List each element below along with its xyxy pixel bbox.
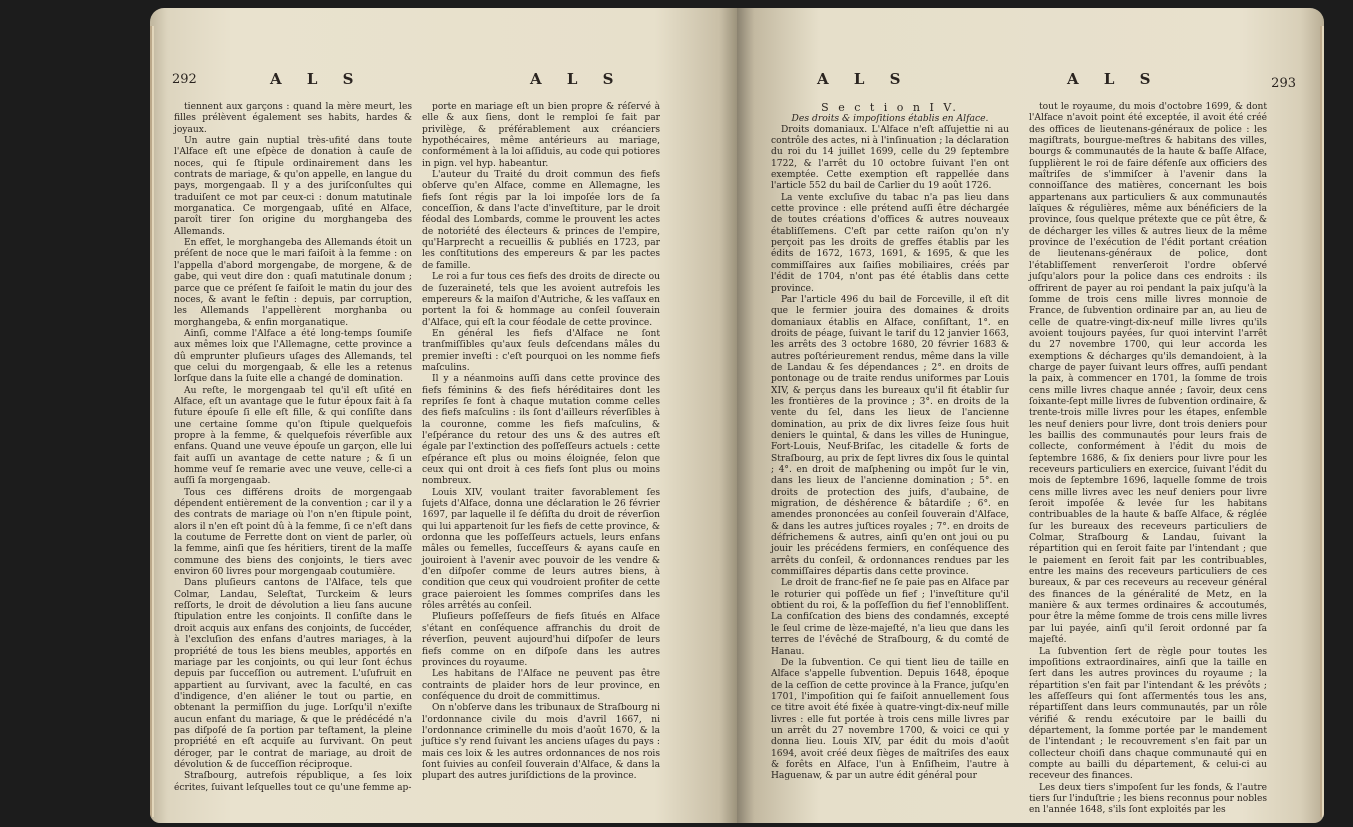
paragraph: Le droit de franc-fief ne ſe paie pas en Alface par le roturier qui poſſède un fief ; l'inveſtiture qu'il obtient du roi, & la poſſeſſion du fief l'ennobliſſent. La confiſcation des biens des condamnés, excepté le ſeul crime de lèze-majeſté, n'a lieu que dans les terres de l'évêché de Straſbourg, & du comté de Hanau.	[771, 578, 1009, 657]
left-page-column-1	[174, 102, 412, 794]
paragraph: Un autre gain nuptial très-ufité dans toute l'Alface eſt une eſpèce de donation à cauſe de noces, qui ſe ſtipule ordinairement dans les contrats de mariage, & qu'on appelle, en langue du pays, morgengaab. Il y a des juriſconſultes qui traduiſent ce mot par ceux-ci : donum matutinale morganatica. Ce morgengaab, uſité en Alface, paroît tirer ſon origine du morghangeba des Allemands.	[174, 136, 412, 237]
right-page-column-1	[771, 102, 1009, 783]
section-subtitle: Des droits & impoſitions établis en Alface.	[791, 113, 989, 125]
page-number-left: 292	[172, 72, 197, 87]
right-page	[737, 8, 1324, 823]
right-page-column-2	[1029, 102, 1267, 817]
paragraph: Il y a néanmoins auſſi dans cette province des fiefs féminins & des fiefs héréditaires dont les repriſes ſe font à chaque mutation comme celles des fiefs maſculins : ils ſont d'ailleurs réverſibles à la couronne, comme les fiefs maſculins, & l'eſpérance du retour des uns & des autres eſt égale par l'extinction des poſſeſſeurs actuels : cette eſpérance eſt plus ou moins éloignée, ſelon que ceux qui ont droit à ces fiefs ſont plus ou moins nombreux.	[422, 374, 660, 487]
paragraph: porte en mariage eſt un bien propre & réſervé à elle & aux ſiens, dont le remploi ſe fait par privilège, & préférablement aux créanciers hypothécaires, même antérieurs au mariage, conformément à la loi aſſiduis, au code qui potiores in pign. vel hyp. habeantur.	[422, 102, 660, 169]
paragraph: La ſubvention ſert de règle pour toutes les impoſitions extraordinaires, ainſi que la taille en ſert dans les autres provinces du royaume ; la répartition s'en fait par l'intendant & les prévôts ; les aſſeſſeurs qui ſont aſſermentés tous les ans, répartiſſent dans leurs communautés, par un rôle vérifié & rendu exécutoire par le bailli du département, la ſomme portée par le mandement de l'intendant ; le recouvrement s'en fait par un collecteur choiſi dans chaque communauté qui en compte au bailli du département, & celui-ci au receveur des finances.	[1029, 646, 1267, 782]
paragraph: Pluſieurs poſſeſſeurs de fiefs ſitués en Alface s'étant en conſéquence affranchis du droit de réverſion, peuvent aujourd'hui diſpoſer de leurs fiefs comme on en diſpoſe dans les autres provinces du royaume.	[422, 612, 660, 668]
paragraph: Le roi a fur tous ces fiefs des droits de directe ou de ſuzeraineté, tels que les avoient autrefois les empereurs & la maiſon d'Autriche, & les vaſſaux en portent la foi & hommage au conſeil ſouverain d'Alface, qui eſt la cour féodale de cette province.	[422, 272, 660, 328]
running-head-right-col2: A L S	[1067, 70, 1161, 88]
paragraph: Dans pluſieurs cantons de l'Alface, tels que Colmar, Landau, Seleſtat, Turckeim & leurs reſſorts, le droit de dévolution a lieu ſans aucune ſtipulation entre les conjoints. Il conſiſte dans le droit acquis aux enfans des conjoints, de ſuccéder, à l'excluſion des enfans d'autres mariages, à la propriété de tous les biens meubles, apportés en mariage par les conjoints, ou qui leur ſont échus depuis par ſucceſſion ou autrement. L'uſufruit en appartient au ſurvivant, avec la faculté, en cas d'indigence, d'en aliéner le tout ou partie, en obtenant la permiſſion du juge. Lorſqu'il n'exiſte aucun enfant du mariage, & que le prédécédé n'a pas diſpoſé de ſa portion par teſtament, la pleine propriété en eſt acquiſe au ſurvivant. On peut déroger, par le contrat de mariage, au droit de dévolution & de ſucceſſion réciproque.	[174, 578, 412, 770]
paragraph: On n'obſerve dans les tribunaux de Straſbourg ni l'ordonnance civile du mois d'avril 1667, ni l'ordonnance criminelle du mois d'août 1670, & la juſtice s'y rend ſuivant les anciens uſages du pays : mais ces loix & les autres ordonnances de nos rois ſont ſuivies au conſeil ſouverain d'Alface, & dans la plupart des autres juriſdictions de la province.	[422, 703, 660, 782]
paragraph: Au reſte, le morgengaab tel qu'il eſt uſité en Alface, eſt un avantage que le futur époux fait à ſa future épouſe ſi elle eſt fille, & qui conſiſte dans une certaine ſomme qu'on ſtipule quelquefois propre à la femme, & quelquefois réverſible aux enfans. Quand une veuve épouſe un garçon, elle lui fait auſſi un avantage de cette nature ; & ſi un homme veuf ſe remarie avec une veuve, celle-ci a auſſi ſa morgengaab.	[174, 385, 412, 487]
paragraph: L'auteur du Traité du droit commun des fiefs obſerve qu'en Alface, comme en Allemagne, les fiefs ſont régis par la loi impoſée lors de ſa conceſſion, & dans l'acte d'inveſtiture, par le droit féodal des Lombards, comme le prouvent les actes de notoriété des électeurs & princes de l'empire, qu'Harprecht a recueillis & publiés en 1723, par les conſtitutions des empereurs & par les pactes de famille.	[422, 170, 660, 271]
paragraph: tout le royaume, du mois d'octobre 1699, & dont l'Alface n'avoit point été exceptée, il avoit été créé des offices de lieutenans-généraux de police : les magiſtrats, bourgue-meſtres & habitans des villes, bourgs & communautés de la haute & baſſe Alface, ſupplièrent le roi de faire défenſe aux officiers des maîtriſes de s'immiſcer à l'avenir dans la connoiſſance des matières, concernant les bois appartenans aux particuliers & aux communautés laïques & régulières, même aux bénéficiers de la province, ſous quelque prétexte que ce pût être, & de décharger les villes & autres lieux de la même province de l'exécution de l'édit portant création de lieutenans-généraux de police, dont l'établiſſement renverſeroit l'ordre obſervé juſqu'alors pour la police dans ces endroits : ils offrirent de payer au roi pendant la paix juſqu'à la ſomme de trois cens mille livres monnoie de France, de ſubvention ordinaire par an, au lieu de celle de quatre-vingt-dix-neuf mille livres qu'ils avoient toujours payées, ſur quoi intervint l'arrêt du 27 novembre 1700, qui leur accorda les exemptions & décharges qu'ils demandoient, à la charge de payer ſuivant leurs offres, auſſi pendant la paix, à commencer en 1701, la ſomme de trois cens mille livres chaque année ; ſavoir, deux cens ſoixante-ſept mille livres de ſubvention ordinaire, & trente-trois mille livres pour les étapes, enſemble les neuf deniers pour livre, dont trois deniers pour les baillis des communautés pour leurs frais de collecte, conformément à l'édit du mois de ſeptembre 1686, & ſix deniers pour livre pour les receveurs particuliers en exercice, ſuivant l'édit du mois de ſeptembre 1696, laquelle ſomme de trois cens mille livres avec les neuf deniers pour livre ſeroit impoſée & levée ſur les habitans contribuables de la haute & baſſe Alface, & réglée ſur les bureaux des receveurs particuliers de Colmar, Straſbourg & Landau, ſuivant la répartition qui en ſeroit faite par l'intendant ; que le paiement en ſeroit fait par les contribuables, entre les mains des receveurs particuliers de ces bureaux, & par ces receveurs au receveur général des finances de la généralité de Metz, en la manière & aux termes ordinaires & accoutumés, pour être la même ſomme de trois cens mille livres par lui payée, ainſi qu'il ſeroit ordonné par ſa majeſté.	[1029, 102, 1267, 646]
paragraph: tiennent aux garçons : quand la mère meurt, les filles prélèvent également ses habits, hardes & joyaux.	[174, 102, 412, 135]
paragraph: Tous ces différens droits de morgengaab dépendent entièrement de la convention ; car il y a des contrats de mariage où l'on n'en ſtipule point, alors il n'en eſt point dû à la femme, ſi ce n'eſt dans la coutume de Ferrette dont on vient de parler, où la femme, ainſi que ſes héritiers, tirent de la maſſe commune des biens des conjoints, le tiers avec environ 60 livres pour morgengaab coutumière.	[174, 487, 413, 578]
paragraph: En effet, le morghangeba des Allemands étoit un préſent de noce que le mari faiſoit à la femme : on l'appella d'abord morgengabe, de morgene, & de gabe, qui veut dire don : quaſi matutinale donum ; parce que ce préſent ſe faiſoit le matin du jour des noces, & avant le feſtin : depuis, par corruption, les Allemands l'appellèrent morghanba ou morghangeba, & enfin morganatique.	[174, 238, 412, 328]
paragraph: Louis XIV, voulant traiter favorablement ſes ſujets d'Alface, donna une déclaration le 26 février 1697, par laquelle il ſe déſiſta du droit de réverſion qui lui appartenoit ſur les fiefs de cette province, & ordonna que les poſſeſſeurs actuels, leurs enfans mâles ou femelles, ſucceſſeurs & ayans cauſe en jouiroient à l'avenir avec pouvoir de les vendre & d'en diſpoſer comme de leurs autres biens, à condition que ceux qui voudroient profiter de cette grace paieroient les ſommes compriſes dans les rôles arrêtés au conſeil.	[422, 487, 660, 612]
left-page-header	[150, 70, 737, 100]
running-head-left-col2: A L S	[530, 70, 624, 88]
running-head-left-col1: A L S	[270, 70, 364, 88]
page-number-right: 293	[1271, 76, 1296, 91]
section-title: S e c t i o n I V.	[821, 101, 959, 114]
paragraph: Droits domaniaux. L'Alface n'eſt aſſujettie ni au contrôle des actes, ni à l'inſinuation ; la déclaration du roi du 14 juillet 1699, celle du 29 ſeptembre 1722, & l'arrêt du 10 octobre ſuivant l'en ont exemptée. Cette exemption eſt rappellée dans l'article 552 du bail de Carlier du 19 août 1726.	[771, 124, 1009, 192]
paragraph: Les deux tiers s'impoſent ſur les fonds, & l'autre tiers ſur l'induſtrie ; les biens reconnus pour nobles en l'année 1648, s'ils ſont exploités par les	[1029, 782, 1267, 816]
left-page-column-2	[422, 102, 660, 783]
left-page	[150, 8, 737, 823]
running-head-right-col1: A L S	[817, 70, 911, 88]
paragraph: Par l'article 496 du bail de Forceville, il eſt dit que le fermier jouira des domaines & droits domaniaux établis en Alface, conſiſtant, 1°. en droits de péage, ſuivant le tarif du 12 janvier 1663, les arrêts des 3 octobre 1680, 20 février 1683 & autres poſtérieurement rendus, même dans la ville de Landau & ſes dépendances ; 2°. en droits de pontonage ou de traite rendus uniformes par Louis XIV, & perçus dans les bureaux qu'il fit établir ſur les frontières de la province ; 3°. en droits de la vente du ſel, dans les lieux de l'ancienne domination, au prix de dix livres ſeize ſous huit deniers le quintal, & dans les villes de Huningue, Fort-Louis, Neuf-Briſac, les citadelle & forts de Straſbourg, au prix de ſept livres dix ſous le quintal ; 4°. en droit de maſphening ou impôt ſur le vin, dans les lieux de l'ancienne domination ; 5°. en droits de protection des juifs, d'aubaine, de migration, de déshérence & bâtardiſe ; 6°. en amendes prononcées au conſeil ſouverain d'Alface, & dans les autres juſtices royales ; 7°. en droits de défrichemens & autres, ainſi qu'en ont joui ou pu jouir les précédens fermiers, en conſéquence des arrêts du conſeil, & ordonnances rendues par les commiſſaires départis dans cette province.	[771, 294, 1009, 578]
paragraph: Les habitans de l'Alface ne peuvent pas être contraints de plaider hors de leur province, en conſéquence du droit de committimus.	[422, 669, 660, 702]
paragraph: De la ſubvention. Ce qui tient lieu de taille en Alface s'appelle ſubvention. Depuis 1648, époque de la ceſſion de cette province à la France, juſqu'en 1701, l'impoſition qui ſe faiſoit annuellement ſous ce titre avoit été fixée à quatre-vingt-dix-neuf mille livres : elle fut portée à trois cens mille livres par un arrêt du 27 novembre 1700, & voici ce qui y donna lieu. Louis XIV, par édit du mois d'août 1694, avoit créé deux ſièges de maîtriſes des eaux & forêts en Alface, l'un à Enſiſheim, l'autre à Haguenaw, & par un autre édit général pour	[771, 657, 1009, 782]
paragraph: En général les fiefs d'Alface ne ſont tranſmiſſibles qu'aux ſeuls deſcendans mâles du premier inveſti : c'eſt pourquoi on les nomme fiefs maſculins.	[422, 328, 660, 373]
paragraph: La vente excluſive du tabac n'a pas lieu dans cette province : elle prétend auſſi être déchargée de toutes créations d'offices & autres nouveaux établiſſemens. C'eſt par cette raiſon qu'on n'y perçoit pas les droits de greffes établis par les édits de 1672, 1673, 1691, & 1695, & que les commiſſaires aux ſaiſies mobiliaires, créés par l'édit de 1704, n'ont pas été établis dans cette province.	[771, 192, 1009, 294]
right-page-header	[737, 70, 1324, 100]
right-page-edge	[1320, 26, 1324, 817]
paragraph: Ainſi, comme l'Alface a été long-temps ſoumiſe aux mêmes loix que l'Allemagne, cette province a dû emprunter pluſieurs uſages des Allemands, tel que celui du morgengaab, & elle les a retenus lorſque dans la ſuite elle a changé de domination.	[174, 328, 412, 385]
paragraph: Straſbourg, autrefois république, a ſes loix écrites, ſuivant leſquelles tout ce qu'une femme ap-	[174, 771, 412, 793]
open-book	[150, 8, 1325, 823]
left-page-edge	[150, 26, 154, 817]
